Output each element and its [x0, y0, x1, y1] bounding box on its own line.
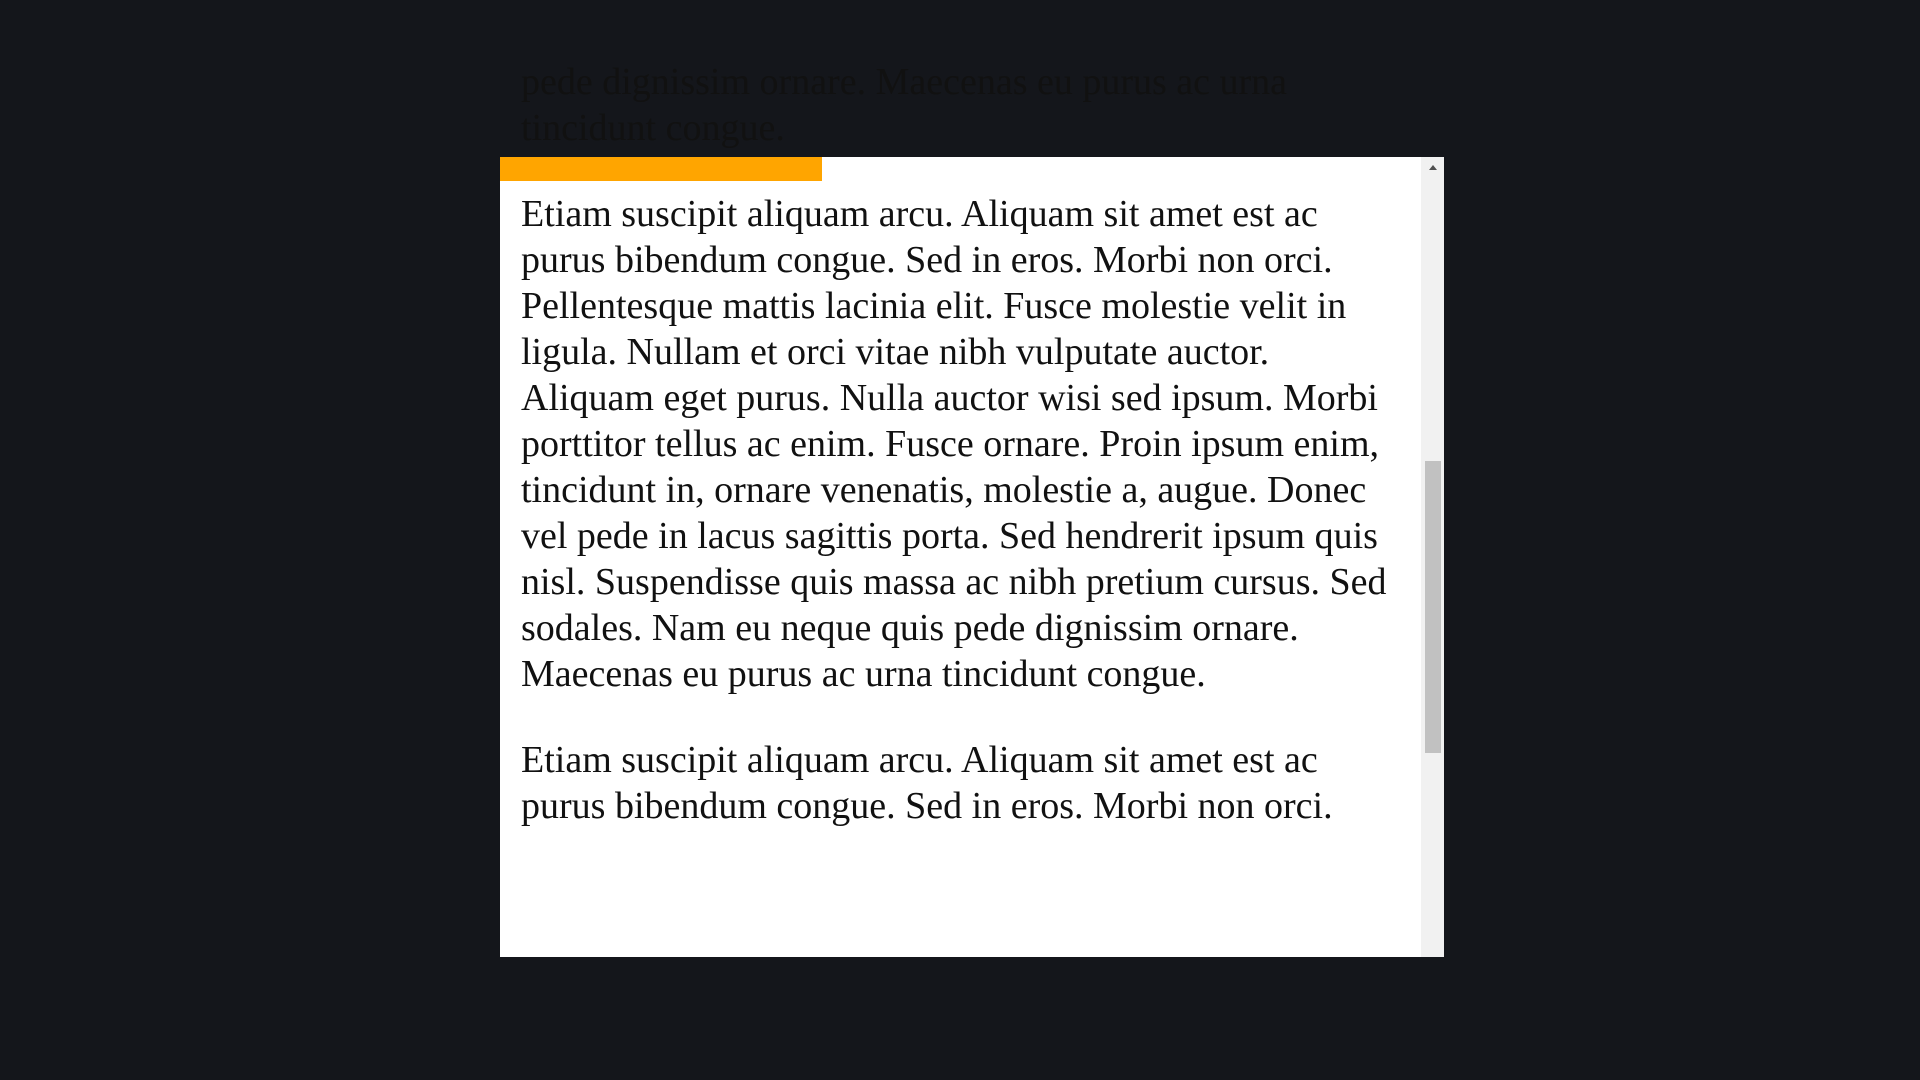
reading-progress-bar — [500, 157, 1421, 181]
scroll-up-arrow-icon[interactable] — [1421, 157, 1444, 179]
scrollable-content[interactable] — [500, 61, 1421, 957]
vertical-scrollbar[interactable] — [1421, 157, 1444, 957]
scroll-thumb[interactable] — [1425, 461, 1441, 753]
paragraph: Etiam suscipit aliquam arcu. Aliquam sit amet est ac purus bibendum congue. Sed in eros. Morbi non orci. Pellentesque mattis lacinia elit. Fusce molestie velit in ligula. Nullam et orci vitae nibh vulputate auctor. Aliquam eget purus. Nulla auctor wisi sed ipsum. Morbi porttitor tellus ac enim. Fusce ornare. Proin ipsum enim, tincidunt in, ornare venenatis, molestie a, augue. Donec vel pede in lacus sagittis porta. Sed hendrerit ipsum quis nisl. Suspendisse quis massa ac nibh pretium cursus. Sed sodales. Nam eu neque quis pede dignissim ornare. Maecenas eu purus ac urna tincidunt congue. — [521, 193, 1387, 695]
reader-panel — [500, 61, 1444, 957]
paragraph-partial-bottom: Etiam suscipit aliquam arcu. Aliquam sit amet est ac purus bibendum congue. Sed in eros. Morbi non orci. — [521, 739, 1333, 827]
reading-progress-fill — [500, 157, 822, 181]
paragraph-partial-top: pede dignissim ornare. Maecenas eu purus ac urna tincidunt congue. — [521, 61, 1288, 149]
